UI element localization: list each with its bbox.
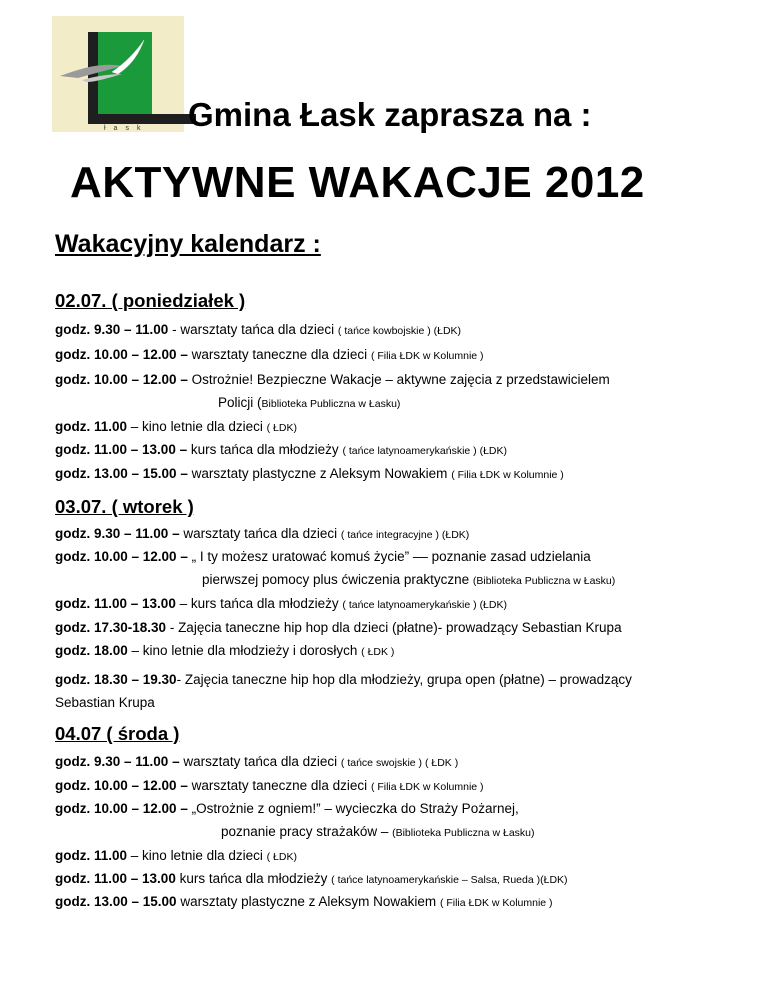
event-description: warsztaty taneczne dla dzieci: [191, 778, 371, 793]
event-description: „Ostrożnie z ogniem!” – wycieczka do Straży Pożarnej,: [191, 801, 519, 816]
event-description: pierwszej pomocy plus ćwiczenia praktyczne: [202, 572, 473, 587]
event-time: godz. 10.00 – 12.00 –: [55, 549, 188, 564]
event-separator: -: [166, 620, 179, 635]
event-time: godz. 11.00 – 13.00 –: [55, 442, 188, 457]
calendar-heading: Wakacyjny kalendarz :: [55, 230, 321, 258]
event-description: warsztaty taneczne dla dzieci: [191, 347, 371, 362]
event-description: warsztaty plastyczne z Aleksym Nowakiem: [180, 894, 440, 909]
event-location: (Biblioteka Publiczna w Łasku): [392, 827, 535, 839]
event-row: [55, 848, 297, 863]
event-description: Zajęcia taneczne hip hop dla młodzieży, grupa open (płatne) – prowadzący: [184, 672, 632, 687]
event-description: kurs tańca dla młodzieży: [179, 871, 332, 886]
event-row: [55, 894, 553, 909]
event-row: [55, 672, 632, 687]
event-location: ( tańce latynoamerykańskie – Salsa, Rueda )(ŁDK): [331, 874, 568, 886]
event-separator: -: [168, 322, 181, 337]
event-row: [55, 372, 610, 387]
event-description: Sebastian Krupa: [55, 695, 155, 710]
event-location: ( ŁDK): [266, 851, 297, 863]
event-description: kino letnie dla dzieci: [142, 848, 267, 863]
event-row: [55, 871, 568, 886]
event-time: godz. 11.00 – 13.00: [55, 871, 176, 886]
event-row: [55, 419, 297, 434]
event-row: [55, 442, 507, 457]
event-time: godz. 10.00 – 12.00 –: [55, 347, 188, 362]
event-location: ( Filia ŁDK w Kolumnie ): [439, 897, 553, 909]
event-location: ( tańce integracyjne ) (ŁDK): [340, 529, 470, 541]
invitation-heading: Gmina Łask zaprasza na :: [188, 96, 592, 133]
event-time: godz. 11.00 – 13.00: [55, 596, 176, 611]
event-time: godz. 10.00 – 12.00 –: [55, 801, 188, 816]
event-continuation: [55, 695, 155, 710]
event-description: Zajęcia taneczne hip hop dla dzieci (płatne)- prowadzący Sebastian Krupa: [178, 620, 622, 635]
event-location: Biblioteka Publiczna w Łasku): [261, 398, 401, 410]
event-row: [55, 620, 622, 635]
event-time: godz. 11.00: [55, 419, 128, 434]
event-description: „ I ty możesz uratować komuś życie” –– poznanie zasad udzielania: [191, 549, 591, 564]
event-row: [55, 466, 564, 481]
event-location: ( tańce latynoamerykańskie ) (ŁDK): [342, 599, 507, 611]
event-row: [55, 778, 484, 793]
event-separator: –: [127, 419, 143, 434]
event-time: godz. 10.00 – 12.00 –: [55, 778, 188, 793]
logo-letters: łask: [104, 125, 149, 132]
event-description: warsztaty plastyczne z Aleksym Nowakiem: [191, 466, 452, 481]
event-continuation: [218, 395, 400, 410]
day-heading: 03.07. ( wtorek ): [55, 496, 194, 517]
event-description: kurs tańca dla młodzieży: [190, 442, 343, 457]
event-location: (Biblioteka Publiczna w Łasku): [472, 575, 616, 587]
event-row: [55, 596, 507, 611]
day-heading: 02.07. ( poniedziałek ): [55, 290, 246, 311]
event-location: ( tańce swojskie ) ( ŁDK ): [340, 757, 459, 769]
event-time: godz. 13.00 – 15.00: [55, 894, 177, 909]
event-time: godz. 13.00 – 15.00 –: [55, 466, 188, 481]
event-location: ( ŁDK): [266, 422, 297, 434]
event-time: godz. 10.00 – 12.00 –: [55, 372, 188, 387]
event-row: [55, 549, 591, 564]
event-location: ( tańce latynoamerykańskie ) (ŁDK): [342, 445, 507, 457]
event-time: godz. 18.00: [55, 643, 128, 658]
event-description: warsztaty tańca dla dzieci: [183, 754, 341, 769]
event-location: ( tańce kowbojskie ) (ŁDK): [337, 325, 462, 337]
event-description: warsztaty tańca dla dzieci: [183, 526, 341, 541]
event-description: poznanie pracy strażaków –: [221, 824, 393, 839]
event-separator: –: [127, 848, 143, 863]
event-time: godz. 17.30-18.30: [55, 620, 167, 635]
event-description: kurs tańca dla młodzieży: [190, 596, 343, 611]
event-description: Ostrożnie! Bezpieczne Wakacje – aktywne zajęcia z przedstawicielem: [191, 372, 610, 387]
event-row: [55, 347, 484, 362]
event-time: godz. 11.00: [55, 848, 128, 863]
page-title: AKTYWNE WAKACJE 2012: [70, 158, 645, 207]
event-continuation: [202, 572, 615, 587]
event-row: [55, 526, 469, 541]
event-continuation: [221, 824, 535, 839]
event-description: kino letnie dla dzieci: [142, 419, 267, 434]
day-heading: 04.07 ( środa ): [55, 723, 180, 744]
gmina-lask-logo: [52, 16, 184, 132]
event-description: Policji (: [218, 395, 262, 410]
event-location: ( Filia ŁDK w Kolumnie ): [370, 350, 484, 362]
event-row: [55, 754, 458, 769]
event-separator: –: [175, 596, 191, 611]
event-location: ( Filia ŁDK w Kolumnie ): [370, 781, 484, 793]
event-time: godz. 18.30 – 19.30: [55, 672, 177, 687]
event-separator: -: [176, 672, 185, 687]
logo-bird-icon: [52, 16, 184, 132]
event-description: warsztaty tańca dla dzieci: [180, 322, 338, 337]
event-separator: –: [127, 643, 143, 658]
event-location: ( Filia ŁDK w Kolumnie ): [451, 469, 564, 481]
event-row: [55, 643, 394, 658]
event-row: [55, 322, 461, 337]
event-description: kino letnie dla młodzieży i dorosłych: [142, 643, 362, 658]
event-time: godz. 9.30 – 11.00: [55, 322, 169, 337]
event-time: godz. 9.30 – 11.00 –: [55, 754, 180, 769]
event-row: [55, 801, 519, 816]
event-time: godz. 9.30 – 11.00 –: [55, 526, 180, 541]
event-location: ( ŁDK ): [361, 646, 395, 658]
